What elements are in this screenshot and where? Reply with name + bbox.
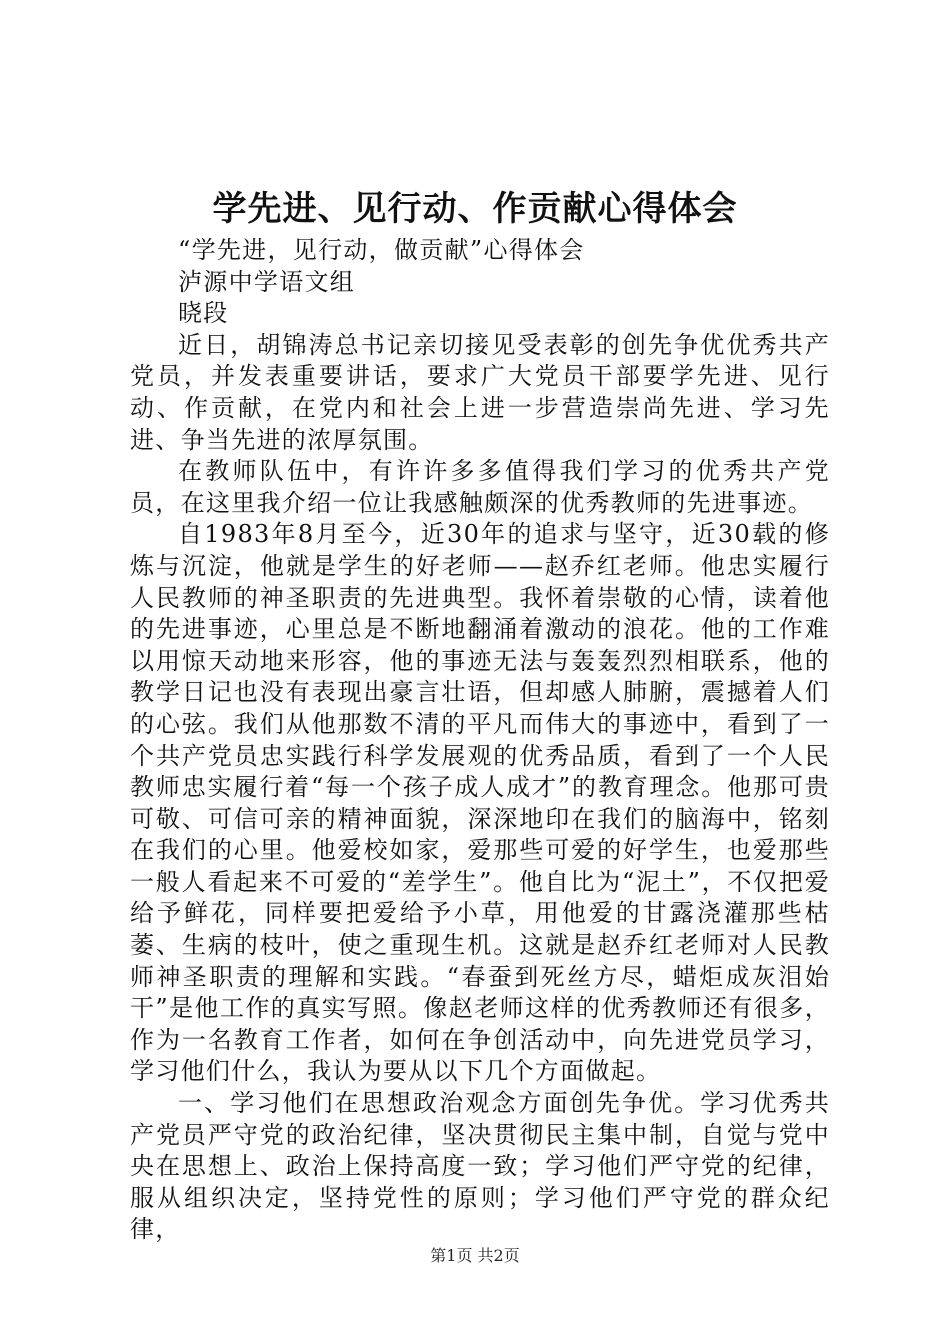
author-name-line: 晓段 bbox=[178, 299, 229, 328]
body-paragraph: 近日，胡锦涛总书记亲切接见受表彰的创先争优优秀共产党员，并发表重要讲话，要求广大党员干部要学先进、见行动、作贡献，在党内和社会上进一步营造崇尚先进、学习先进、争当先进的浓厚氛围。 bbox=[130, 330, 830, 454]
subtitle-line: “学先进，见行动，做贡献”心得体会 bbox=[178, 236, 585, 264]
body-paragraph: 一、学习他们在思想政治观念方面创先争优。学习优秀共产党员严守党的政治纪律，坚决贯彻民主集中制，自觉与党中央在思想上、政治上保持高度一致；学习他们严守党的纪律，服从组织决定，坚持党性的原则；学习他们严守党的群众纪律， bbox=[130, 1089, 830, 1244]
document-title: 学先进、见行动、作贡献心得体会 bbox=[212, 189, 738, 229]
body-paragraph: 在教师队伍中，有许许多多值得我们学习的优秀共产党员，在这里我介绍一位让我感触颇深的优秀教师的先进事迹。 bbox=[130, 457, 830, 517]
body-paragraph: 自1983年8月至今，近30年的追求与坚守，近30载的修炼与沉淀，他就是学生的好老师——赵乔红老师。他忠实履行人民教师的神圣职责的先进典型。我怀着崇敬的心情，读着他的先进事迹，心里总是不断地翻涌着激动的浪花。他的工作难以用惊天动地来形容，他的事迹无法与轰轰烈烈相联系，他的教学日记也没有表现出豪言壮语，但却感人肺腑，震撼着人们的心弦。我们从他那数不清的平凡而伟大的事迹中，看到了一个共产党员忠实践行科学发展观的优秀品质，看到了一个人民教师忠实履行着“每一个孩子成人成才”的教育理念。他那可贵可敬、可信可亲的精神面貌，深深地印在我们的脑海中，铭刻在我们的心里。他爱校如家，爱那些可爱的好学生，也爱那些一般人看起来不可爱的“差学生”。他自比为“泥土”，不仅把爱给予鲜花，同样要把爱给予小草，用他爱的甘露浇灌那些枯萎、生病的枝叶，使之重现生机。这就是赵乔红老师对人民教师神圣职责的理解和实践。“春蚕到死丝方尽，蜡炬成灰泪始干”是他工作的真实写照。像赵老师这样的优秀教师还有很多，作为一名教育工作者，如何在争创活动中，向先进党员学习，学习他们什么，我认为要从以下几个方面做起。 bbox=[130, 520, 830, 1086]
page-footer: 第1页 共2页 bbox=[430, 1246, 520, 1265]
document-body bbox=[130, 235, 830, 1246]
author-group-line: 泸源中学语文组 bbox=[178, 267, 356, 296]
